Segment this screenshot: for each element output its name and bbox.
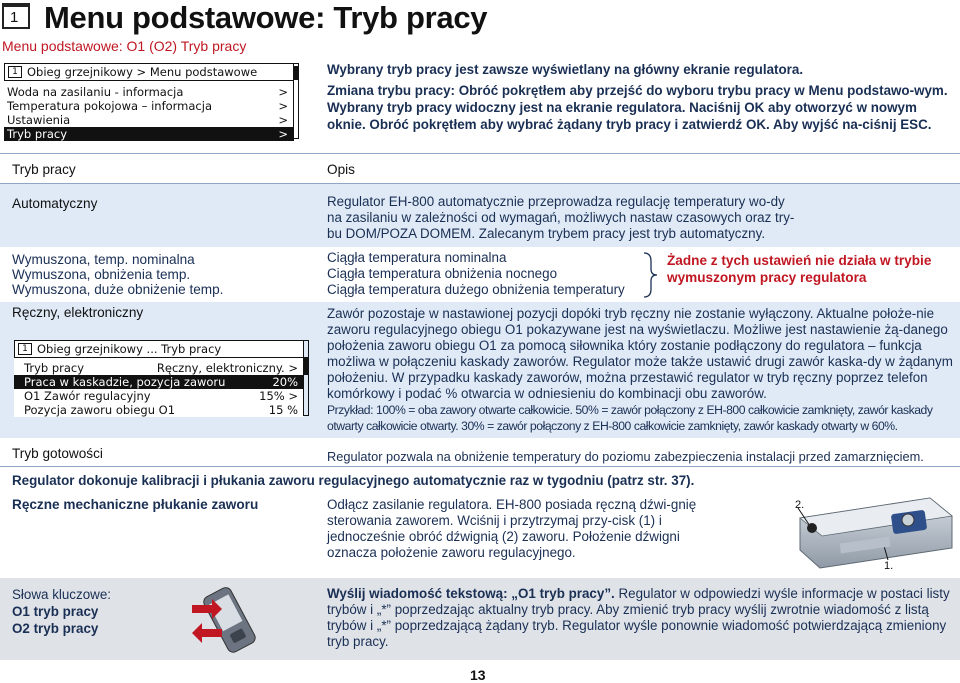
lcd-item-label: Tryb pracy bbox=[24, 361, 85, 375]
lcd-item-label: O1 Zawór regulacyjny bbox=[24, 389, 151, 403]
phone-sms-icon bbox=[186, 585, 266, 659]
manual-desc-text: Zawór pozostaje w nastawionej pozycji dopóki tryb ręczny nie zostanie wyłączony. Aktualne położe-nie zaworu regulacyjnego obiegu O1 pokazywane jest na wyświetlaczu. Możliwe jest nastawienie żą-danego położenia zaworu obiegu O1 za pomocą siłownika który zostanie podłączony do regulatora – funkcja możliwa w połączeniu kaskady zaworów. Regulator może także ustawić drugi zawór kaska-dy w żądanym położeniu. W przypadku kaskady zaworów, można przestawić regulator w tryb ręczny poprzez telefon komórkowy i podać % otwarcia w odniesieniu do kombinacji obu zaworów. bbox=[327, 306, 953, 401]
mode-forced-reduced: Wymuszona, obniżenia temp. bbox=[12, 267, 191, 282]
chevron-right-icon: > bbox=[278, 85, 288, 99]
forced-desc-reduced: Ciągła temperatura obniżenia nocnego bbox=[327, 266, 558, 281]
calibration-note: Regulator dokonuje kalibracji i płukania zaworu regulacyjnego automatycznie raz w tygodniu (patrz str. 37). bbox=[12, 473, 695, 488]
sms-command: Wyślij wiadomość tekstową: „O1 tryb pracy”. bbox=[327, 586, 615, 601]
mode-forced-nominal: Wymuszona, temp. nominalna bbox=[12, 252, 195, 267]
divider bbox=[0, 466, 960, 467]
column-header-description: Opis bbox=[327, 162, 355, 177]
page-number: 13 bbox=[470, 667, 486, 683]
lcd-item-value: 15 % bbox=[268, 403, 298, 417]
lcd-level-icon: 1 bbox=[8, 66, 22, 78]
lcd-item-label: Woda na zasilaniu - informacja bbox=[7, 85, 184, 99]
lcd-header-text: Obieg grzejnikowy ... Tryb pracy bbox=[37, 342, 222, 356]
keyword-o1: O1 tryb pracy bbox=[12, 604, 99, 619]
page-subtitle: Menu podstawowe: O1 (O2) Tryb pracy bbox=[2, 38, 247, 54]
lcd-item-value: 15% > bbox=[259, 389, 298, 403]
forced-modes-warning: Żadne z tych ustawień nie działa w trybie wymuszonym pracy regulatora bbox=[667, 253, 932, 285]
chevron-right-icon: > bbox=[278, 99, 288, 113]
mode-manual-label: Ręczny, elektroniczny bbox=[12, 305, 144, 320]
mode-forced-large-reduction: Wymuszona, duże obniżenie temp. bbox=[12, 282, 224, 297]
chevron-right-icon: > bbox=[278, 127, 288, 141]
brace-icon bbox=[640, 251, 660, 299]
callout-2: 2. bbox=[795, 499, 805, 511]
page-title: Menu podstawowe: Tryb pracy bbox=[44, 0, 488, 35]
lcd-item-label: Praca w kaskadzie, pozycja zaworu bbox=[24, 375, 226, 389]
mode-standby-desc: Regulator pozwala na obniżenie temperatury do poziomu zabezpieczenia instalacji przed zamarznięciem. bbox=[327, 449, 924, 464]
mode-manual-desc bbox=[327, 306, 957, 434]
lcd-menu-item[interactable] bbox=[14, 361, 304, 375]
sms-explanation: Regulator w odpowiedzi wyśle informacje w postaci listy trybów i „*” poprzedzając aktualny tryb pracy. Aby zmienić tryb pracy wyślij zwrotnie wiadomość z listą trybów i „*” poprzedzającą żądany tryb. Regulator wyśle ponownie wiadomość potwierdzającą zmieniony tryb pracy. bbox=[327, 586, 950, 649]
lcd-item-label: Temperatura pokojowa – informacja bbox=[7, 99, 213, 113]
intro-text bbox=[327, 61, 955, 133]
manual-flush-label: Ręczne mechaniczne płukanie zaworu bbox=[12, 497, 259, 512]
lcd-item-value: 20% bbox=[272, 375, 298, 389]
manual-example-text: Przykład: 100% = oba zawory otwarte całkowicie. 50% = zawór połączony z EH-800 całkowicie zamknięty, zawór kaskady otwarty całkowicie otwarty. 30% = zawór połączony z EH-800 całkowicie zamknięty, zawór kaskady otwarty w 60%. bbox=[327, 403, 933, 433]
intro-paragraph-2: Zmiana trybu pracy: Obróć pokrętłem aby przejść do wyboru trybu pracy w Menu podstawo-wym. Wybrany tryb pracy widoczny jest na ekranie regulatora. Naciśnij OK aby otworzyć w nowym oknie. Obróć pokrętłem aby wybrać żądany tryb pracy i zatwierdź OK. Aby wyjść na-ciśnij ESC. bbox=[327, 83, 948, 132]
lcd-item-label: Pozycja zaworu obiegu O1 bbox=[24, 403, 176, 417]
forced-modes-desc bbox=[327, 250, 647, 298]
lcd-header bbox=[14, 340, 304, 358]
lcd-menu-item-selected[interactable] bbox=[14, 375, 304, 389]
mode-automatic-desc: Regulator EH-800 automatycznie przeprowadza regulację temperatury wo-dy na zasilaniu w zależności od wymagań, możliwych nastaw czasowych oraz try-bu DOM/POZA DOMEM. Zalecanym trybem pracy jest tryb automatyczny. bbox=[327, 194, 795, 241]
lcd-header-text: Obieg grzejnikowy > Menu podstawowe bbox=[27, 65, 258, 79]
column-header-mode: Tryb pracy bbox=[12, 162, 76, 177]
lcd-basic-menu bbox=[4, 63, 294, 141]
forced-modes-labels bbox=[12, 252, 312, 297]
mode-automatic-label: Automatyczny bbox=[12, 196, 98, 211]
sms-instructions bbox=[327, 586, 957, 650]
lcd-menu-item[interactable] bbox=[14, 389, 304, 403]
callout-1: 1. bbox=[884, 560, 894, 572]
lcd-scrollbar[interactable] bbox=[293, 63, 299, 139]
lcd-item-label: Ustawienia bbox=[7, 113, 71, 127]
lcd-level-icon: 1 bbox=[18, 343, 32, 355]
lcd-menu-item[interactable] bbox=[4, 113, 294, 127]
lcd-menu-item[interactable] bbox=[4, 99, 294, 113]
lcd-menu-item[interactable] bbox=[14, 403, 304, 417]
lcd-menu-item-selected[interactable] bbox=[4, 127, 294, 141]
lcd-scrollbar[interactable] bbox=[303, 340, 309, 416]
menu-level-icon: 1 bbox=[2, 3, 30, 29]
mode-standby-label: Tryb gotowości bbox=[12, 446, 103, 461]
keywords-block bbox=[12, 586, 111, 637]
keywords-label: Słowa kluczowe: bbox=[12, 587, 111, 602]
controller-device-image bbox=[780, 490, 958, 574]
intro-paragraph-1: Wybrany tryb pracy jest zawsze wyświetlany na główny ekranie regulatora. bbox=[327, 62, 804, 77]
keyword-o2: O2 tryb pracy bbox=[12, 621, 99, 636]
lcd-header bbox=[4, 63, 294, 81]
forced-desc-large: Ciągła temperatura dużego obniżenia temperatury bbox=[327, 282, 625, 297]
lcd-menu-item[interactable] bbox=[4, 85, 294, 99]
lcd-item-value: Ręczny, elektroniczny. > bbox=[156, 361, 298, 375]
chevron-right-icon: > bbox=[278, 113, 288, 127]
divider bbox=[0, 153, 960, 154]
forced-desc-nominal: Ciągła temperatura nominalna bbox=[327, 250, 507, 265]
lcd-mode-menu bbox=[14, 340, 304, 417]
manual-flush-desc: Odłącz zasilanie regulatora. EH-800 posiada ręczną dźwi-gnię sterowania zaworem. Wciśnij i przytrzymaj przy-cisk (1) i jednocześnie obróć dźwignią (2) zaworu. Położenie dźwigni oznacza położenie zaworu regulacyjnego. bbox=[327, 497, 697, 560]
lcd-item-label: Tryb pracy bbox=[7, 127, 68, 141]
